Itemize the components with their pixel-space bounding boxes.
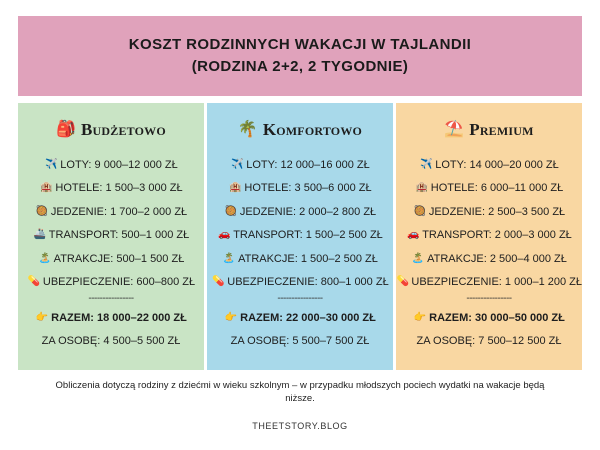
premium-total-text: RAZEM: 30 000–50 000 ZŁ	[429, 311, 565, 324]
budget-attractions-text: ATRAKCJE: 500–1 500 ZŁ	[53, 252, 185, 265]
footer-site-link[interactable]: THEETSTORY.BLOG	[252, 421, 348, 431]
airplane-icon: ✈️	[419, 158, 433, 170]
premium-per-person: ZA OSOBĘ: 7 500–12 500 ZŁ	[416, 335, 562, 348]
comfort-flights-row	[207, 153, 393, 177]
island-icon: 🏝️	[222, 252, 236, 264]
comfort-column	[207, 103, 393, 370]
budget-attractions-row	[18, 247, 204, 271]
backpack-icon: 🎒	[56, 121, 76, 138]
comfort-total-text: RAZEM: 22 000–30 000 ZŁ	[240, 311, 376, 324]
budget-total-row	[18, 306, 204, 330]
premium-separator: ----------------	[466, 293, 512, 304]
premium-column	[396, 103, 582, 370]
title-line-2: (RODZINA 2+2, 2 TYGODNIE)	[191, 58, 409, 75]
comfort-title-label: Komfortowo	[262, 120, 363, 139]
food-icon: 🥘	[413, 205, 427, 217]
palm-tree-icon: 🌴	[237, 121, 258, 138]
budget-column-title	[18, 117, 204, 143]
budget-total-text: RAZEM: 18 000–22 000 ZŁ	[51, 311, 187, 324]
premium-food-text: JEDZENIE: 2 500–3 500 ZŁ	[428, 205, 566, 218]
airplane-icon: ✈️	[230, 158, 244, 170]
premium-transport-row	[396, 224, 582, 248]
food-icon: 🥘	[224, 205, 238, 217]
budget-column	[18, 103, 204, 370]
premium-attractions-row	[396, 247, 582, 271]
budget-flights-text: LOTY: 9 000–12 000 ZŁ	[60, 158, 178, 171]
comfort-total-row	[207, 306, 393, 330]
premium-food-row	[396, 200, 582, 224]
premium-insurance-text: UBEZPIECZENIE: 1 000–1 200 ZŁ	[411, 276, 582, 289]
food-icon: 🥘	[35, 205, 49, 217]
car-icon: 🚗	[217, 229, 231, 241]
hotel-icon: 🏨	[415, 182, 428, 194]
comfort-transport-row	[207, 224, 393, 248]
comfort-transport-text: TRANSPORT: 1 500–2 500 ZŁ	[233, 229, 383, 242]
pill-icon: 💊	[27, 276, 41, 288]
beach-umbrella-icon: ⛱️	[444, 121, 465, 138]
premium-attractions-text: ATRAKCJE: 2 500–4 000 ZŁ	[427, 252, 567, 265]
budget-food-text: JEDZENIE: 1 700–2 000 ZŁ	[50, 205, 188, 218]
premium-flights-row	[396, 153, 582, 177]
premium-insurance-row	[396, 271, 582, 295]
comfort-hotels-row	[207, 177, 393, 201]
premium-title-label: Premium	[469, 120, 534, 139]
comfort-insurance-row	[207, 271, 393, 295]
pointing-hand-icon: 👉	[413, 311, 427, 323]
premium-total-row	[396, 306, 582, 330]
island-icon: 🏝️	[38, 252, 51, 264]
budget-flights-row	[18, 153, 204, 177]
budget-insurance-text: UBEZPIECZENIE: 600–800 ZŁ	[42, 276, 196, 289]
ship-icon: 🚢	[33, 229, 46, 241]
premium-hotels-row	[396, 177, 582, 201]
title-line-1: KOSZT RODZINNYCH WAKACJI W TAJLANDII	[128, 36, 472, 53]
budget-insurance-row	[18, 271, 204, 295]
hotel-icon: 🏨	[229, 182, 242, 194]
comfort-attractions-text: ATRAKCJE: 1 500–2 500 ZŁ	[238, 252, 378, 265]
comfort-food-text: JEDZENIE: 2 000–2 800 ZŁ	[239, 205, 377, 218]
budget-per-person: ZA OSOBĘ: 4 500–5 500 ZŁ	[41, 335, 181, 348]
hotel-icon: 🏨	[40, 182, 53, 194]
footnote: Obliczenia dotyczą rodziny z dziećmi w wieku szkolnym – w przypadku młodszych pociech wydatki na wakacje będą niższe.	[55, 380, 545, 404]
pointing-hand-icon: 👉	[35, 311, 49, 323]
pill-icon: 💊	[212, 276, 225, 288]
budget-separator: ----------------	[88, 293, 134, 304]
infographic-header	[18, 16, 582, 96]
comfort-column-title	[207, 117, 393, 143]
premium-flights-text: LOTY: 14 000–20 000 ZŁ	[435, 158, 559, 171]
premium-hotels-text: HOTELE: 6 000–11 000 ZŁ	[430, 182, 564, 195]
budget-hotels-text: HOTELE: 1 500–3 000 ZŁ	[55, 182, 183, 195]
premium-column-title	[396, 117, 582, 143]
budget-food-row	[18, 200, 204, 224]
pill-icon: 💊	[396, 276, 409, 288]
car-icon: 🚗	[406, 229, 420, 241]
airplane-icon: ✈️	[45, 158, 58, 170]
comfort-hotels-text: HOTELE: 3 500–6 000 ZŁ	[244, 182, 372, 195]
comfort-per-person: ZA OSOBĘ: 5 500–7 500 ZŁ	[230, 335, 370, 348]
budget-title-label: Budżetowo	[80, 120, 166, 139]
comfort-separator: ----------------	[277, 293, 323, 304]
budget-hotels-row	[18, 177, 204, 201]
island-icon: 🏝️	[411, 252, 425, 264]
comfort-insurance-text: UBEZPIECZENIE: 800–1 000 ZŁ	[227, 276, 389, 289]
pointing-hand-icon: 👉	[224, 311, 238, 323]
budget-transport-text: TRANSPORT: 500–1 000 ZŁ	[48, 229, 190, 242]
comfort-attractions-row	[207, 247, 393, 271]
comfort-food-row	[207, 200, 393, 224]
comfort-flights-text: LOTY: 12 000–16 000 ZŁ	[246, 158, 370, 171]
premium-transport-text: TRANSPORT: 2 000–3 000 ZŁ	[422, 229, 572, 242]
budget-transport-row	[18, 224, 204, 248]
